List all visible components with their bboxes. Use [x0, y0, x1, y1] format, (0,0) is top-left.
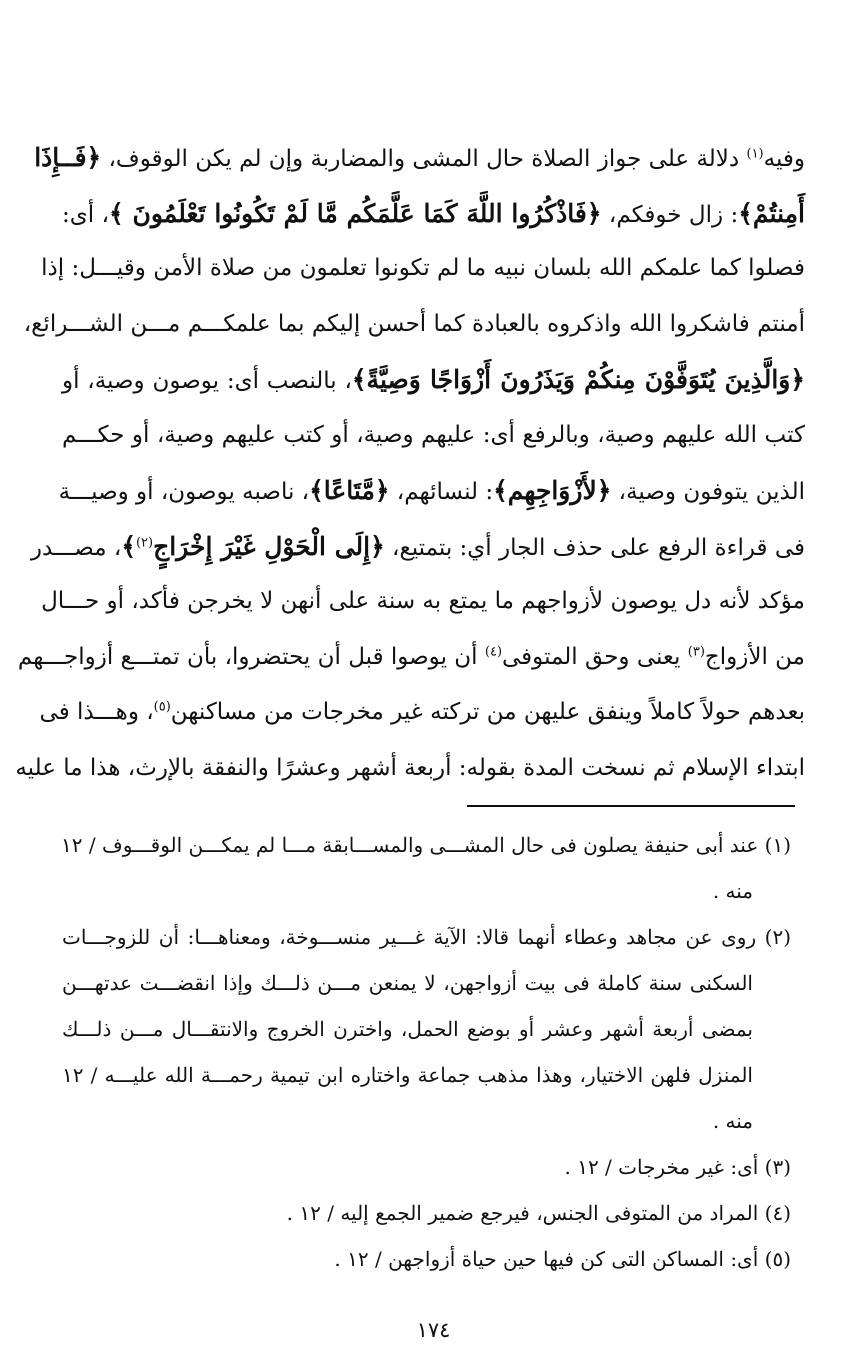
footnote-line: بمضى أربعة أشهر وعشر أو بوضع الحمل، واخترن الخروج والانتقـــال مـــن ذلـــك: [62, 1017, 753, 1041]
quran-quote: ﴿إِلَى الْحَوْلِ غَيْرَ إِخْرَاجٍ: [153, 531, 385, 561]
footnotes: [62, 822, 791, 1282]
main-line-9: مؤكد لأنه دل يوصون لأزواجهم ما يمتع به سنة على أنهن لا يخرجن فأكد، أو حـــال: [41, 588, 805, 614]
quran-quote-end: ﴾: [121, 531, 136, 561]
quran-quote: ﴿لأَزْوَاجِهِم﴾: [493, 476, 612, 505]
main-line-7: [58, 463, 805, 519]
text-segment: : لنسائهم،: [389, 479, 494, 505]
quran-quote: ﴿فَــإِذَا: [34, 143, 102, 172]
footnote-line: المنزل فلهن الاختيار، وهذا مذهب جماعة واختاره ابن تيمية رحمـــة الله عليـــه / ١٢: [62, 1063, 753, 1087]
text-segment: ، مصـــدر: [30, 534, 122, 561]
quran-quote: ﴿وَالَّذِينَ يُتَوَفَّوْنَ مِنكُمْ وَيَذَرُونَ أَزْوَاجًا وَصِيَّةً﴾: [351, 365, 805, 394]
quran-quote: ﴿مَّتَاعًا﴾: [309, 476, 390, 505]
quran-quote: أَمِنتُمْ﴾: [738, 198, 805, 228]
main-line-2: [62, 186, 805, 242]
text-segment: ، وهـــذا فى: [39, 699, 154, 725]
footnote-line: منه .: [712, 879, 753, 903]
footnote-line: (١) عند أبى حنيفة يصلون فى حال المشـــى والمســـابقة مـــا لم يمكـــن الوقـــوف / ١٢: [61, 833, 791, 857]
main-line-4: أمنتم فاشكروا الله واذكروه بالعبادة كما أحسن إليكم بما علمكـــم مـــن الشـــرائع،: [23, 310, 805, 337]
footnote-ref-2: (٢): [135, 534, 154, 550]
main-text: [15, 130, 805, 796]
main-line-10: [17, 630, 805, 686]
footnote-4: (٤) المراد من المتوفى الجنس، فيرجع ضمير الجمع إليه / ١٢ .: [286, 1201, 791, 1225]
text-segment: : زال خوفكم،: [601, 201, 739, 228]
text-segment: من الأزواج: [704, 643, 805, 670]
text-segment: دلالة على جواز الصلاة حال المشى والمضاربة وإن لم يكن الوقوف،: [101, 146, 747, 172]
main-line-3: فصلوا كما علمكم الله بلسان نبيه ما لم تكونوا تعلمون من صلاة الأمن وقيـــل: إذا: [41, 255, 805, 281]
footnote-ref-5: (٥): [153, 699, 171, 715]
text-segment: يعنى وحق المتوفى: [502, 643, 688, 670]
footnote-5: (٥) أى: المساكن التى كن فيها حين حياة أزواجهن / ١٢ .: [334, 1247, 791, 1271]
main-line-6: كتب الله عليهم وصية، وبالرفع أى: عليهم وصية، أو كتب عليهم وصية، أو حكـــم: [62, 421, 805, 448]
text-segment: ، بالنصب أى: يوصون وصية، أو: [62, 368, 352, 394]
quran-quote: ﴿فَاذْكُرُوا اللَّهَ كَمَا عَلَّمَكُم مَّا لَمْ تَكُونُوا تَعْلَمُونَ ﴾: [109, 198, 602, 228]
footnote-ref-3: (٣): [687, 643, 705, 659]
main-line-1: [34, 130, 805, 186]
footnote-line: (٢) روى عن مجاهد وعطاء أنهما قالا: الآية غـــير منســـوخة، ومعناهـــا: أن للزوجـــات: [62, 925, 791, 949]
main-line-8: [30, 519, 805, 575]
text-segment: ، أى:: [62, 201, 110, 228]
footnote-line: السكنى سنة كاملة فى بيت أزواجهن، لا يمنعن مـــن ذلـــك وإذا انقضـــت عدتهـــن: [62, 971, 753, 995]
main-line-5: [62, 352, 805, 408]
footnote-3: (٣) أى: غير مخرجات / ١٢ .: [564, 1155, 791, 1179]
main-line-12: ابتداء الإسلام ثم نسخت المدة بقوله: أربعة أشهر وعشرًا والنفقة بالإرث، هذا ما عليه: [15, 754, 805, 781]
footnote-line: منه .: [712, 1109, 753, 1133]
text-segment: وفيه: [763, 146, 805, 172]
text-segment: فى قراءة الرفع على حذف الجار أي: بتمتيع،: [384, 534, 805, 561]
text-segment: الذين يتوفون وصية،: [611, 479, 805, 505]
text-segment: بعدهم حولاً كاملاً وينفق عليهن من تركته غير مخرجات من مساكنهن: [170, 699, 805, 725]
text-segment: أن يوصوا قبل أن يحتضروا، بأن تمتـــع أزواجـــهم: [17, 643, 485, 670]
page-number: ١٧٤: [416, 1318, 451, 1342]
footnote-2: [62, 914, 791, 1144]
footnote-ref-4: (٤): [484, 643, 503, 659]
footnote-1: [62, 822, 791, 914]
main-line-11: [39, 685, 805, 741]
footnote-ref-1: (١): [746, 146, 764, 162]
text-segment: ، ناصبه يوصون، أو وصيـــة: [58, 479, 310, 505]
footnote-divider: [467, 805, 795, 807]
